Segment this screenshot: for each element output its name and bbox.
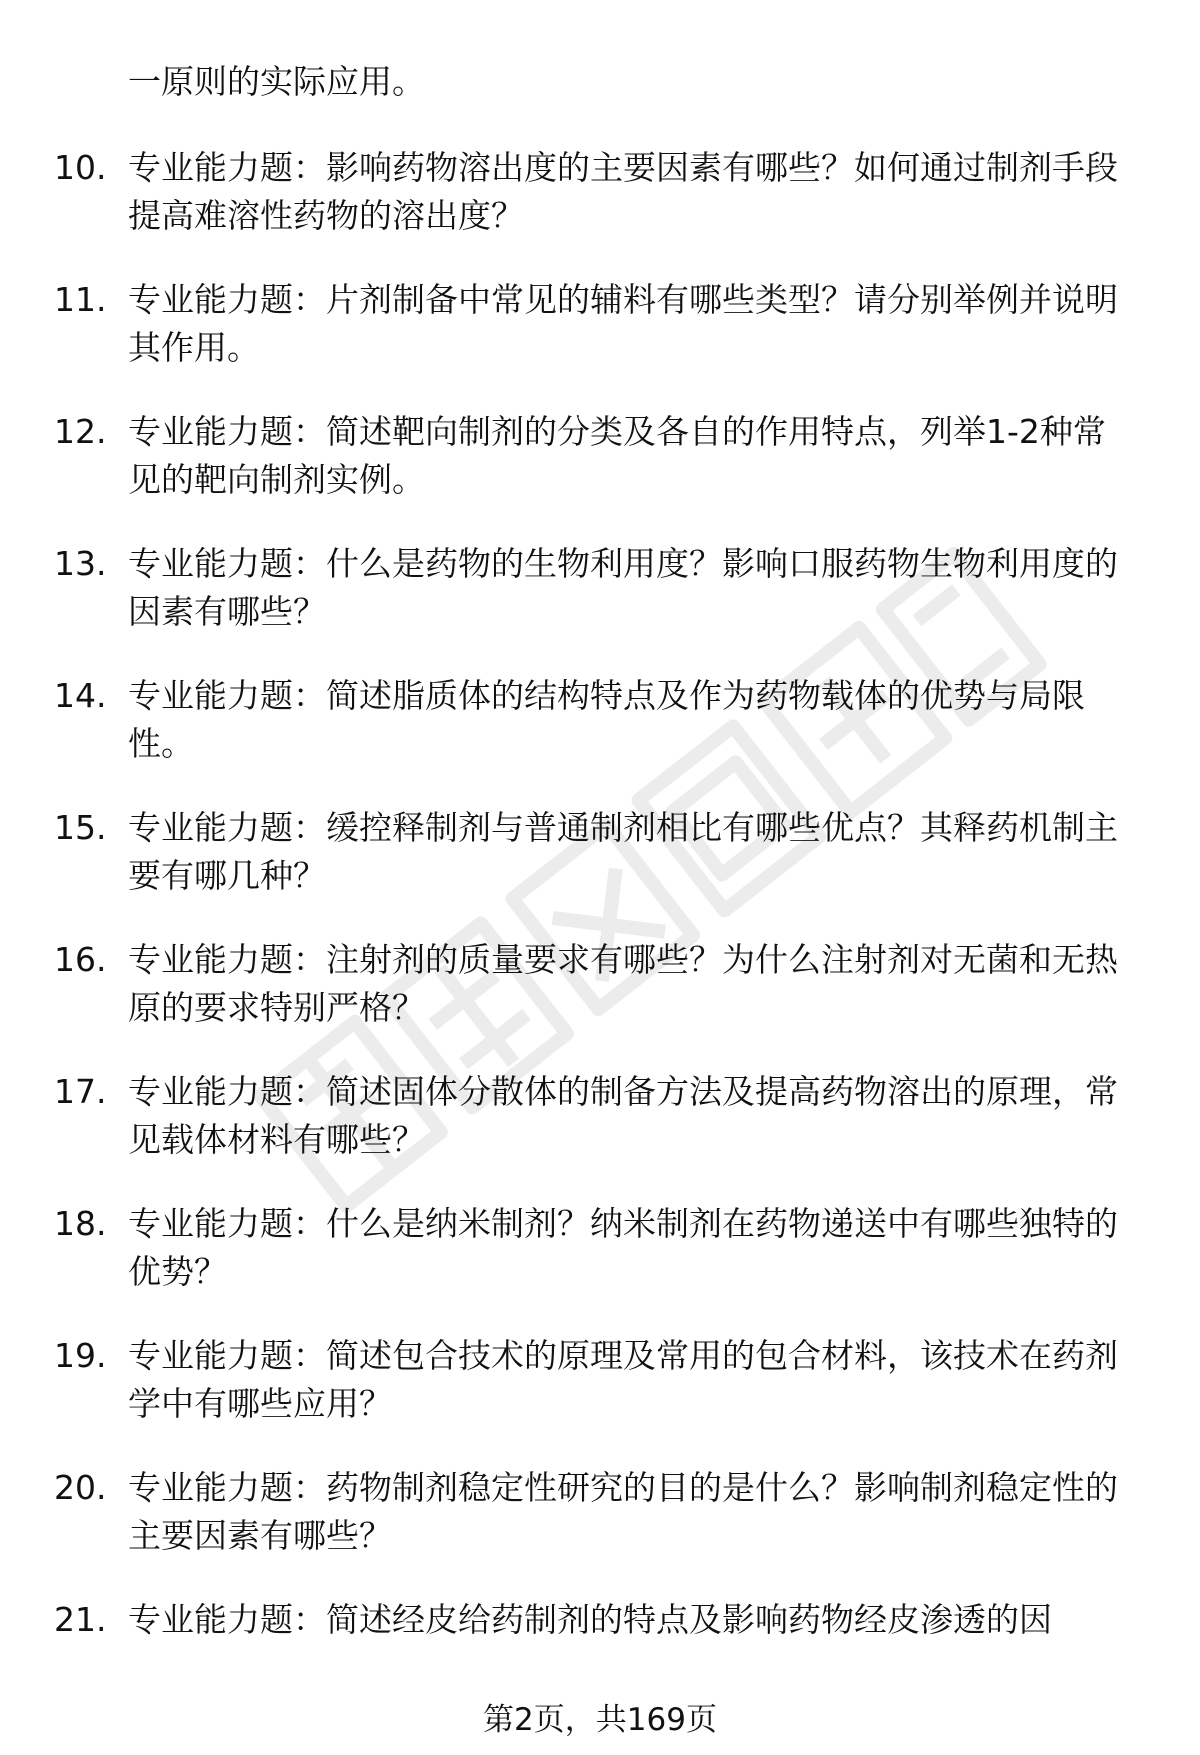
question-item	[0, 540, 1200, 672]
question-text: 专业能力题：药物制剂稳定性研究的目的是什么？影响制剂稳定性的主要因素有哪些？	[128, 1468, 1118, 1555]
question-text: 专业能力题：简述经皮给药制剂的特点及影响药物经皮渗透的因	[128, 1600, 1052, 1639]
continuation-text: 一原则的实际应用。	[128, 62, 425, 101]
question-item	[0, 276, 1200, 408]
question-item	[0, 144, 1200, 276]
question-item	[0, 1332, 1200, 1464]
question-number: 13.	[54, 544, 107, 583]
question-item	[0, 1200, 1200, 1332]
question-number: 16.	[54, 940, 107, 979]
question-number: 10.	[54, 148, 107, 187]
question-number: 14.	[54, 676, 107, 715]
question-item	[0, 936, 1200, 1068]
question-text: 专业能力题：简述固体分散体的制备方法及提高药物溶出的原理，常见载体材料有哪些？	[128, 1072, 1118, 1159]
question-number: 11.	[54, 280, 107, 319]
page-footer: 第2页，共169页	[483, 1702, 717, 1738]
question-list	[0, 144, 1200, 1728]
question-number: 12.	[54, 412, 107, 451]
question-item	[0, 408, 1200, 540]
question-item	[0, 804, 1200, 936]
question-text: 专业能力题：什么是药物的生物利用度？影响口服药物生物利用度的因素有哪些？	[128, 544, 1118, 631]
question-text: 专业能力题：简述脂质体的结构特点及作为药物载体的优势与局限性。	[128, 676, 1085, 763]
question-text: 专业能力题：简述靶向制剂的分类及各自的作用特点，列举1-2种常见的靶向制剂实例。	[128, 412, 1106, 499]
question-item	[0, 1068, 1200, 1200]
question-number: 19.	[54, 1336, 107, 1375]
question-item	[0, 672, 1200, 804]
question-text: 专业能力题：什么是纳米制剂？纳米制剂在药物递送中有哪些独特的优势？	[128, 1204, 1118, 1291]
question-text: 专业能力题：简述包合技术的原理及常用的包合材料，该技术在药剂学中有哪些应用？	[128, 1336, 1118, 1423]
question-item	[0, 1464, 1200, 1596]
question-number: 21.	[54, 1600, 107, 1639]
question-number: 15.	[54, 808, 107, 847]
question-text: 专业能力题：缓控释制剂与普通制剂相比有哪些优点？其释药机制主要有哪几种？	[128, 808, 1118, 895]
question-number: 20.	[54, 1468, 107, 1507]
question-text: 专业能力题：片剂制备中常见的辅料有哪些类型？请分别举例并说明其作用。	[128, 280, 1118, 367]
question-text: 专业能力题：注射剂的质量要求有哪些？为什么注射剂对无菌和无热原的要求特别严格？	[128, 940, 1118, 1027]
question-text: 专业能力题：影响药物溶出度的主要因素有哪些？如何通过制剂手段提高难溶性药物的溶出度？	[128, 148, 1118, 235]
question-number: 18.	[54, 1204, 107, 1243]
question-number: 17.	[54, 1072, 107, 1111]
